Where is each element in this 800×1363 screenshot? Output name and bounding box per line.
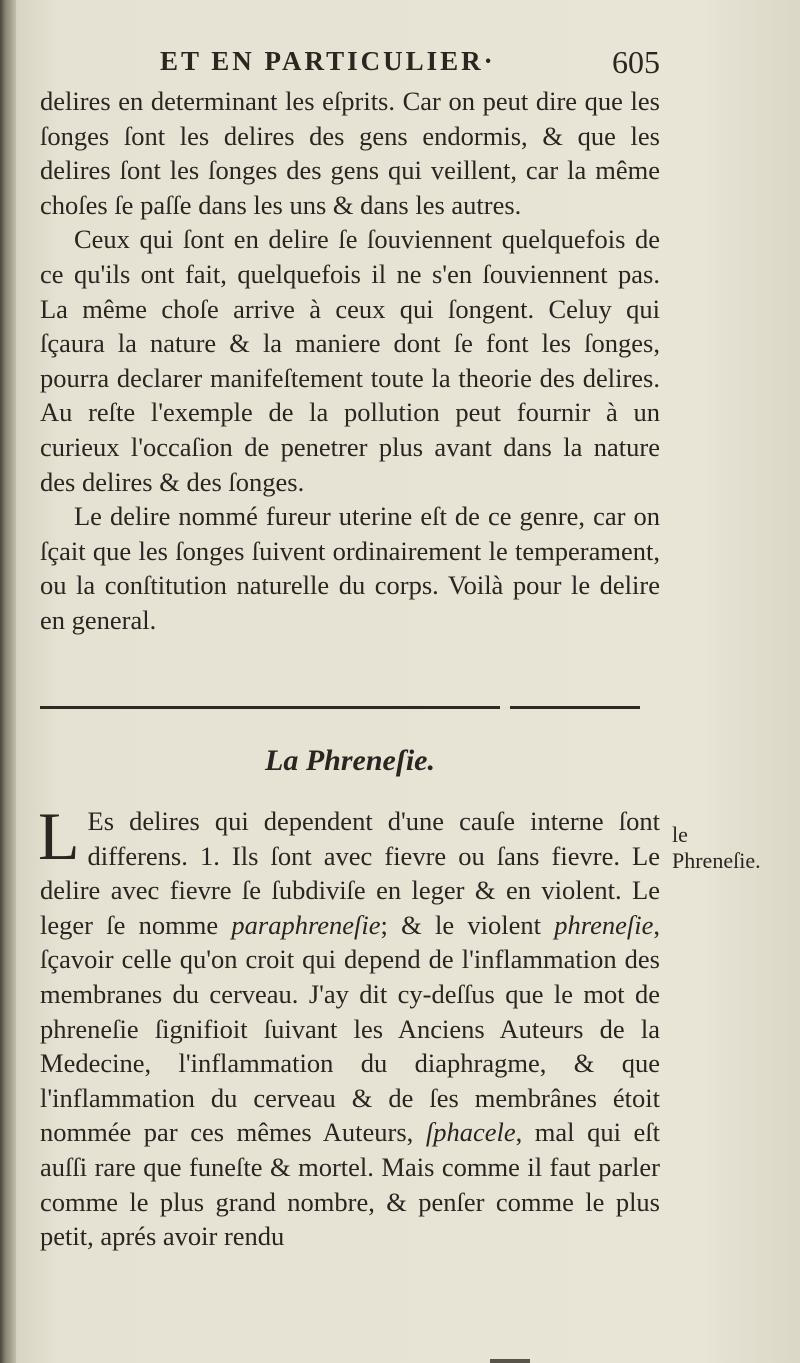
section-paragraph	[38, 798, 661, 1254]
margin-note: le Phreneſie.	[672, 822, 761, 873]
paragraph-3: Le delire nommé fureur uterine eſt de ce genre, car on ſçait que les ſonges ſuivent ordinairement le temperament, ou la conſtitution naturelle du corps. Voilà pour le delire en general.	[40, 501, 660, 635]
drop-cap: L	[38, 798, 80, 874]
section-title: La Phreneſie.	[265, 744, 435, 777]
running-head: ET EN PARTICULIER·	[160, 46, 496, 76]
section-text-start: Es delires qui dependent d'une cauſe interne ſont differens. 1. Ils ſont avec fievre ou ſans fievre. Le delire avec fievre ſe ſubdiviſe en leger & en violent. Le leger ſe nomme	[40, 806, 660, 940]
term-paraphrenesie: paraphreneſie	[231, 909, 381, 940]
page-number: 605	[612, 44, 660, 80]
bottom-mark	[490, 1359, 530, 1363]
paragraph-1: delires en determinant les eſprits. Car on peut dire que les ſonges ſont les delires des gens endormis, & que les delires ſont les ſonges des gens qui veillent, car la même choſes ſe paſſe dans les uns & dans les autres.	[40, 86, 660, 220]
top-text-block	[40, 84, 660, 638]
section-text-mid-2: , ſçavoir celle qu'on croit qui depend de l'inflammation des membranes du cerveau. J'ay dit cy-deſſus que le mot de phreneſie ſignifioit ſuivant les Anciens Auteurs de la Medecine, l'inflammation du diaphragme, & que l'inflammation du cerveau & de ſes membrânes étoit nommée par ces mêmes Auteurs,	[40, 909, 661, 1148]
section-text-block	[38, 798, 661, 1254]
term-sphacele: ſphacele	[425, 1117, 516, 1148]
paragraph-2: Ceux qui ſont en delire ſe ſouviennent quelquefois de ce qu'ils ont fait, quelquefois il ne s'en ſouviennent pas. La même choſe arrive à ceux qui ſongent. Celuy qui ſçaura la nature & la maniere dont ſe font les ſonges, pourra declarer manifeſtement toute la theorie des delires. Au reſte l'exemple de la pollution peut fournir à un curieux l'occaſion de penetrer plus avant dans la nature des delires & des ſonges.	[40, 224, 660, 497]
book-spine-shadow	[0, 0, 16, 1363]
section-divider	[40, 706, 640, 709]
page-header	[130, 44, 660, 84]
section-text-mid-1: ; & le violent	[380, 909, 555, 940]
section-text-end: , mal qui eſt auſſi rare que funeſte & mortel. Mais comme il faut parler comme le plus grand nombre, & penſer comme le plus petit, aprés avoir rendu	[40, 1117, 660, 1252]
term-phrenesie: phreneſie	[554, 909, 654, 940]
